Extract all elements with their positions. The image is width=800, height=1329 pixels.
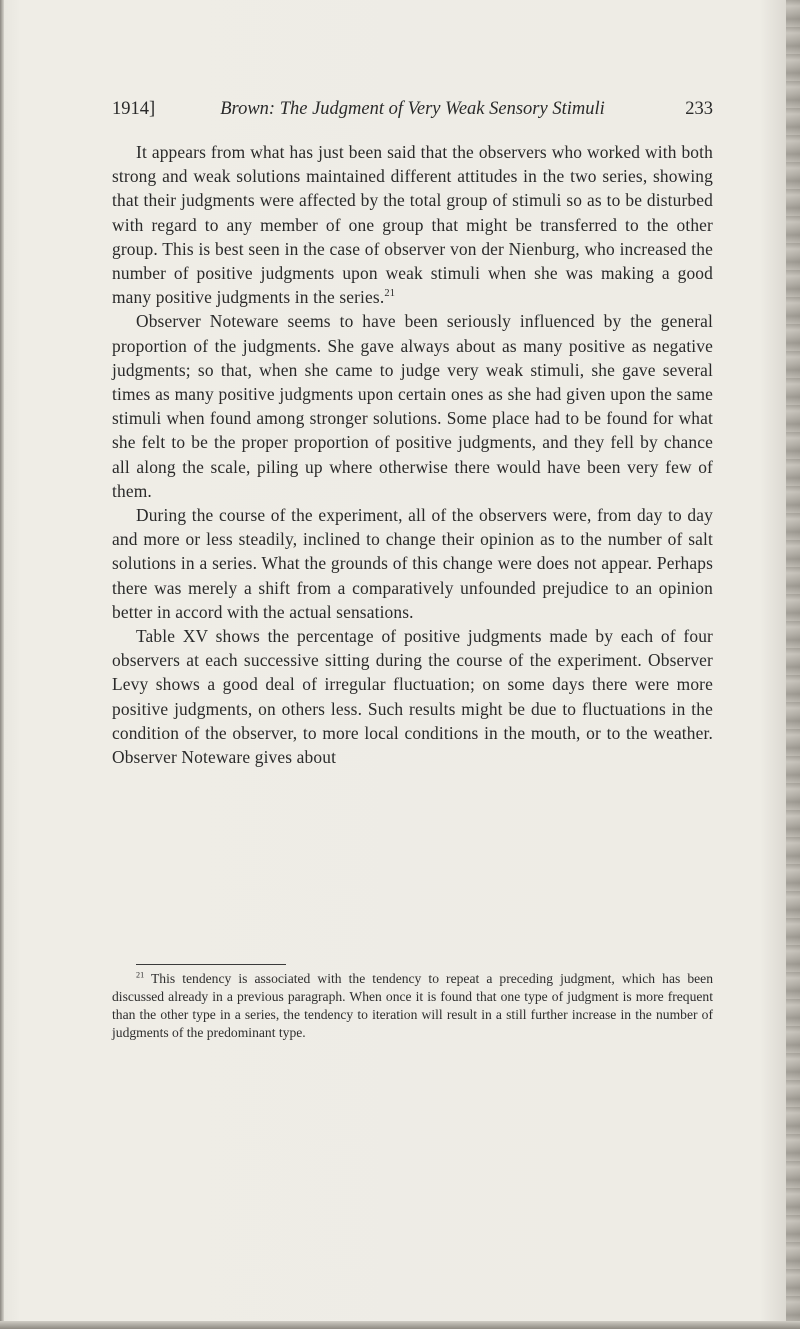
page-right-edge (786, 0, 800, 1329)
header-year: 1914] (112, 99, 156, 119)
page-left-edge (0, 0, 4, 1329)
page-number: 233 (685, 99, 713, 119)
paragraph (112, 624, 713, 769)
body-text (112, 140, 713, 769)
footnote-reference: 21 (384, 288, 396, 300)
footnote (112, 970, 713, 1042)
footnote-divider (136, 964, 286, 965)
footnote-number: 21 (136, 970, 145, 980)
paragraph-text: It appears from what has just been said that the observers who worked with both strong and weak solutions maintained different attitudes in the two series, showing that their judgments were affected by the total group of stimuli so as to be disturbed with regard to any member of one group that might be transferred to the other group. This is best seen in the case of observer von der Nienburg, who increased the number of positive judgments upon weak stimuli when she was making a good many positive judgments in the series. (112, 142, 713, 308)
paragraph-text: Table XV shows the percentage of positive judgments made by each of four observers at each successive sitting during the course of the experiment. Observer Levy shows a good deal of irregular fluctuation; on some days there were more positive judgments, on others less. Such results might be due to fluctuations in the condition of the observer, to more local conditions in the mouth, or to the weather. Observer Noteware gives about (112, 626, 713, 768)
paragraph (112, 309, 713, 503)
paragraph-text: Observer Noteware seems to have been seriously influenced by the general proportion of the judgments. She gave always about as many positive as negative judgments; so that, when she came to judge very weak stimuli, she gave several times as many positive judgments upon certain ones as she had given upon the same stimuli when found among stronger solutions. Some place had to be found for what she felt to be the proper proportion of positive judgments, and they fell by chance all along the scale, piling up where otherwise there would have been very few of them. (112, 311, 713, 501)
footnote-text: This tendency is associated with the tendency to repeat a preceding judgment, which has been discussed already in a previous paragraph. When once it is found that one type of judgment is more frequent than the other type in a series, the tendency to iteration will result in a still further increase in the number of judgments of the predominant type. (112, 971, 714, 1040)
running-header (112, 96, 713, 122)
paragraph-text: During the course of the experiment, all of the observers were, from day to day and more or less steadily, inclined to change their opinion as to the number of salt solutions in a series. What the grounds of this change were does not appear. Perhaps there was merely a shift from a comparatively unfounded prejudice to an opinion better in accord with the actual sensations. (112, 505, 713, 622)
paragraph (112, 503, 713, 624)
header-running-title: Brown: The Judgment of Very Weak Sensory Stimuli (220, 99, 605, 119)
paragraph (112, 140, 713, 309)
page-bottom-edge (0, 1321, 800, 1329)
